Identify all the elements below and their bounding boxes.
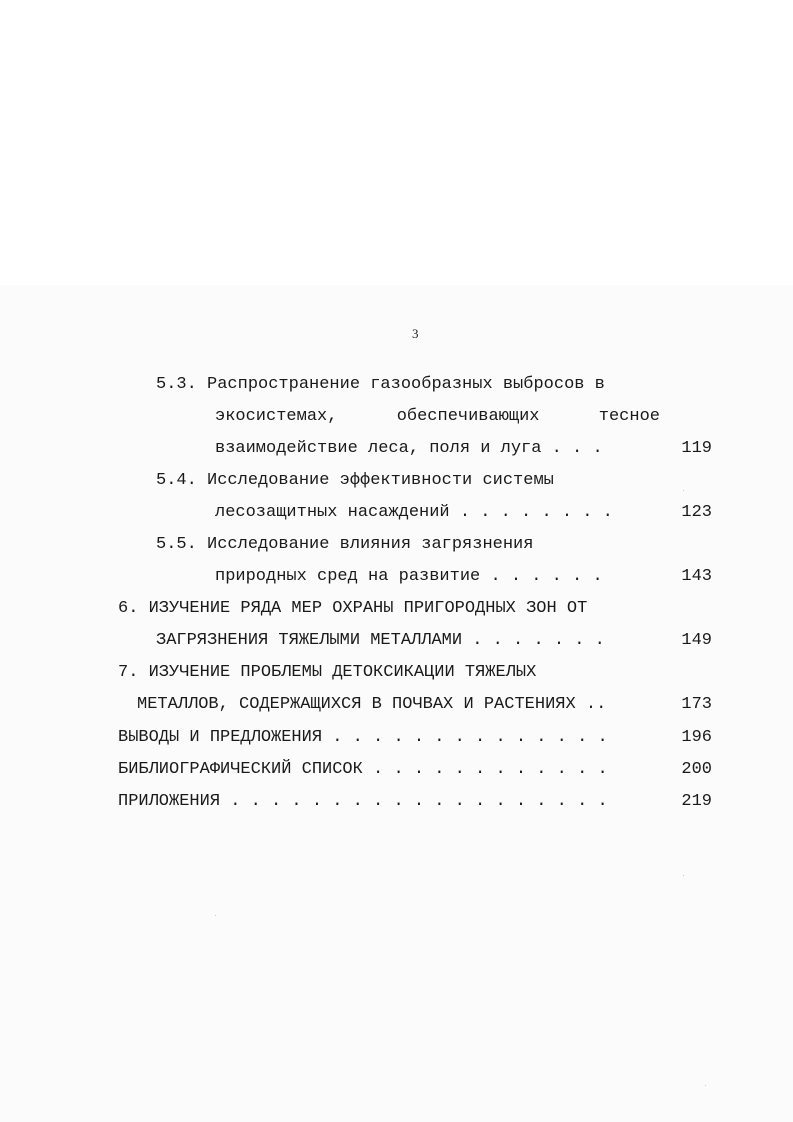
scan-speck (683, 875, 684, 876)
toc-entry-5-4-line-2: лесозащитных насаждений . . . . . . . . (215, 503, 613, 522)
toc-entry-6-line-1: 6. ИЗУЧЕНИЕ РЯДА МЕР ОХРАНЫ ПРИГОРОДНЫХ ЗОН ОТ (118, 599, 588, 618)
toc-entry-5-5-line-1: 5.5. Исследование влияния загрязнения (156, 535, 534, 554)
toc-entry-6-line-2: ЗАГРЯЗНЕНИЯ ТЯЖЕЛЫМИ МЕТАЛЛАМИ . . . . . . . (156, 631, 605, 650)
scan-speck (683, 490, 684, 491)
toc-page-number: 119 (681, 439, 712, 458)
toc-page-number: 143 (681, 567, 712, 586)
toc-page-number: 149 (681, 631, 712, 650)
toc-entry-5-4-line-1: 5.4. Исследование эффективности системы (156, 471, 554, 490)
scan-speck (215, 915, 216, 916)
toc-word: экосистемах, (215, 407, 338, 426)
toc-entry-5-5-line-2: природных сред на развитие . . . . . . (215, 567, 603, 586)
toc-word: обеспечивающих (396, 407, 540, 426)
toc-page-number: 123 (681, 503, 712, 522)
page-number: 3 (412, 326, 419, 341)
toc-page-number: 200 (681, 760, 712, 779)
toc-entry-appendices: ПРИЛОЖЕНИЯ . . . . . . . . . . . . . . . . . . . (118, 792, 608, 811)
toc-page-number: 173 (681, 695, 712, 714)
toc-entry-5-3-line-2 (215, 407, 660, 427)
scan-speck (705, 1085, 706, 1086)
toc-entry-7-line-2: МЕТАЛЛОВ, СОДЕРЖАЩИХСЯ В ПОЧВАХ И РАСТЕНИЯХ .. (137, 695, 607, 714)
toc-entry-conclusions: ВЫВОДЫ И ПРЕДЛОЖЕНИЯ . . . . . . . . . . . . . . (118, 728, 608, 747)
toc-entry-5-3-line-3: взаимодействие леса, поля и луга . . . (215, 439, 603, 458)
toc-word: тесное (598, 407, 660, 426)
toc-entry-7-line-1: 7. ИЗУЧЕНИЕ ПРОБЛЕМЫ ДЕТОКСИКАЦИИ ТЯЖЕЛЫХ (118, 663, 537, 682)
toc-page-number: 196 (681, 728, 712, 747)
toc-entry-5-3-line-1: 5.3. Распространение газообразных выбросов в (156, 375, 605, 394)
toc-entry-bibliography: БИБЛИОГРАФИЧЕСКИЙ СПИСОК . . . . . . . . . . . . (118, 760, 608, 779)
toc-page-number: 219 (681, 792, 712, 811)
